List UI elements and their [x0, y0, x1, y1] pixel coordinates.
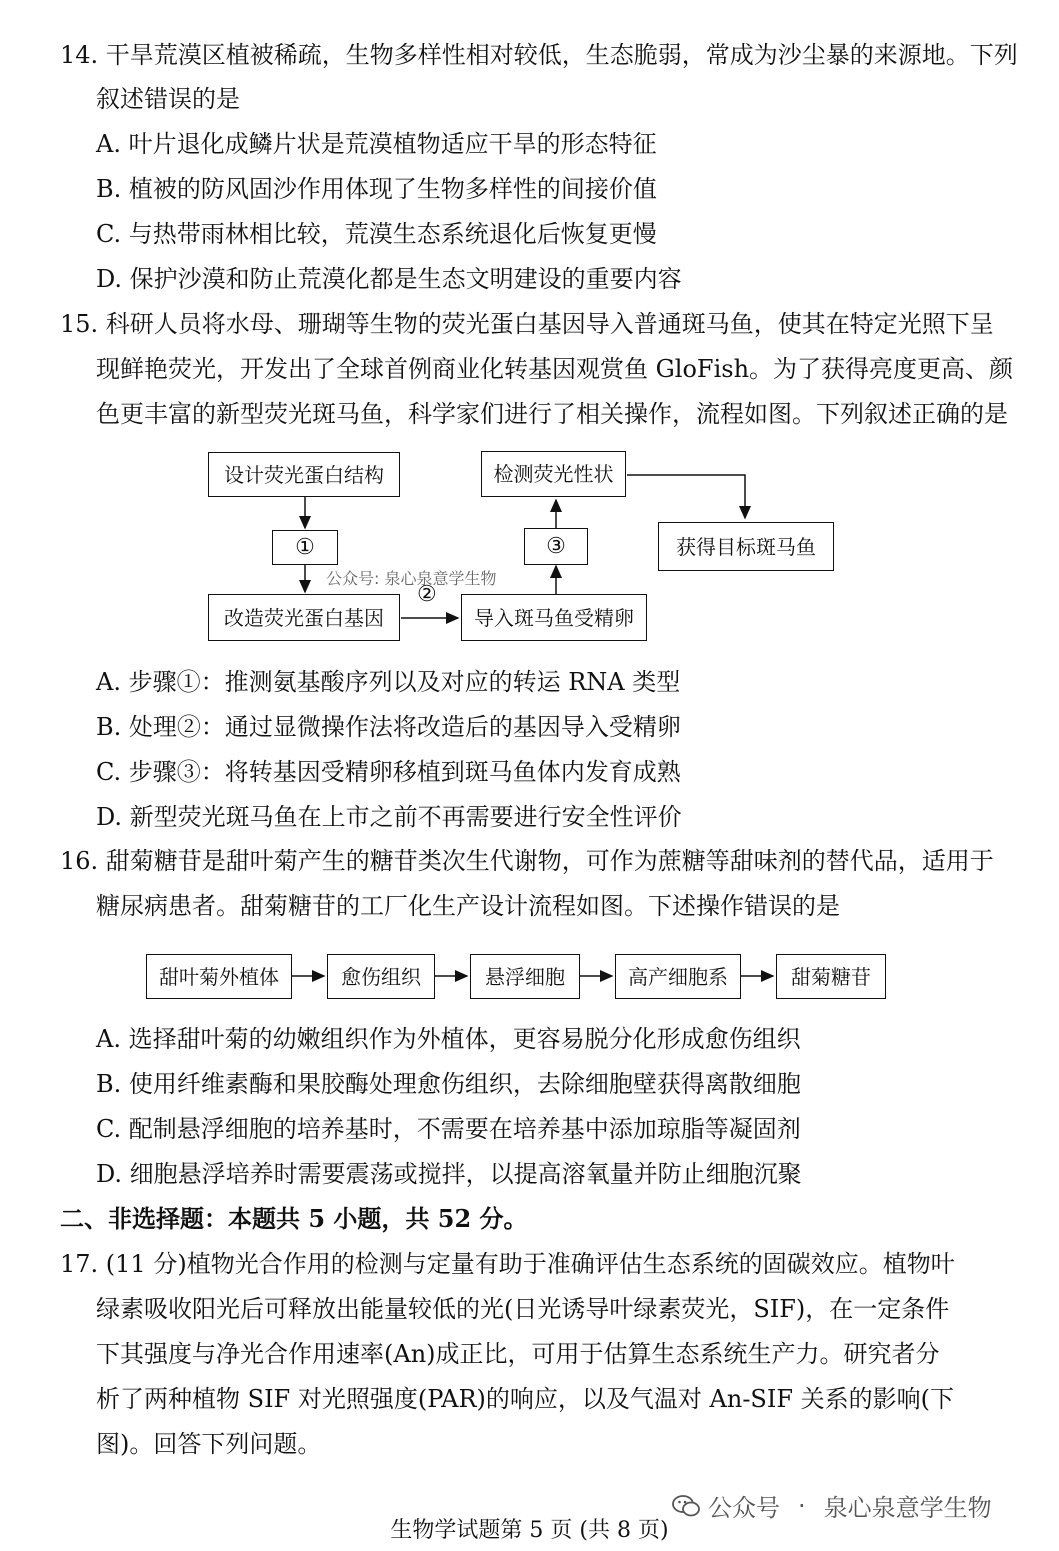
q15-stem-line-1: 15. 科研人员将水母、珊瑚等生物的荧光蛋白基因导入普通斑马鱼，使其在特定光照下呈	[60, 310, 994, 338]
diagram-box-detect: 检测荧光性状	[481, 451, 626, 497]
q15-stem-line-2: 现鲜艳荧光，开发出了全球首例商业化转基因观赏鱼 GloFish。为了获得亮度更高、颜	[96, 355, 1014, 383]
brand-separator: ·	[798, 1491, 806, 1520]
diagram-box-step3: ③	[524, 528, 588, 565]
diagram-box-step1: ①	[272, 530, 338, 565]
section-2-heading: 二、非选择题：本题共 5 小题，共 52 分。	[60, 1204, 528, 1233]
q14-option-c: C. 与热带雨林相比较，荒漠生态系统退化后恢复更慢	[96, 220, 657, 248]
flow-box-suspension: 悬浮细胞	[470, 954, 580, 999]
brand-name: 泉心泉意学生物	[823, 1494, 992, 1522]
page-footer: 生物学试题第 5 页 (共 8 页)	[390, 1518, 669, 1543]
q16-option-d: D. 细胞悬浮培养时需要震荡或搅拌，以提高溶氧量并防止细胞沉聚	[96, 1160, 802, 1188]
brand-account-label: 公众号	[708, 1494, 780, 1522]
diagram-watermark: 公众号: 泉心泉意学生物	[326, 569, 497, 588]
flow-box-highyield: 高产细胞系	[615, 954, 741, 999]
q17-stem-line-4: 析了两种植物 SIF 对光照强度(PAR)的响应，以及气温对 An-SIF 关系的影响(下	[96, 1385, 954, 1413]
q16-option-c: C. 配制悬浮细胞的培养基时，不需要在培养基中添加琼脂等凝固剂	[96, 1115, 801, 1143]
q15-option-b: B. 处理②：通过显微操作法将改造后的基因导入受精卵	[96, 713, 681, 741]
diagram-box-inject: 导入斑马鱼受精卵	[461, 594, 647, 641]
q14-option-a: A. 叶片退化成鳞片状是荒漠植物适应干旱的形态特征	[96, 130, 657, 158]
q16-option-b: B. 使用纤维素酶和果胶酶处理愈伤组织，去除细胞壁获得离散细胞	[96, 1070, 801, 1098]
q16-stem-line-1: 16. 甜菊糖苷是甜叶菊产生的糖苷类次生代谢物，可作为蔗糖等甜味剂的替代品，适用于	[60, 847, 994, 875]
q15-option-a: A. 步骤①：推测氨基酸序列以及对应的转运 RNA 类型	[96, 668, 681, 696]
q14-stem-line-1: 14. 干旱荒漠区植被稀疏，生物多样性相对较低，生态脆弱，常成为沙尘暴的来源地。下列	[60, 41, 1018, 69]
q16-option-a: A. 选择甜叶菊的幼嫩组织作为外植体，更容易脱分化形成愈伤组织	[96, 1025, 801, 1053]
flow-box-callus: 愈伤组织	[327, 954, 435, 999]
q17-stem-line-1: 17. (11 分)植物光合作用的检测与定量有助于准确评估生态系统的固碳效应。植物叶	[60, 1250, 955, 1278]
diagram-box-modify: 改造荧光蛋白基因	[208, 594, 400, 641]
flow-box-explant: 甜叶菊外植体	[146, 954, 292, 999]
q14-stem-line-2: 叙述错误的是	[96, 85, 240, 113]
q15-stem-line-3: 色更丰富的新型荧光斑马鱼，科学家们进行了相关操作，流程如图。下列叙述正确的是	[96, 400, 1008, 428]
q16-stem-line-2: 糖尿病患者。甜菊糖苷的工厂化生产设计流程如图。下述操作错误的是	[96, 892, 840, 920]
q17-stem-line-5: 图)。回答下列问题。	[96, 1430, 322, 1458]
q17-stem-line-3: 下其强度与净光合作用速率(An)成正比，可用于估算生态系统生产力。研究者分	[96, 1340, 940, 1368]
diagram-box-design: 设计荧光蛋白结构	[208, 452, 400, 497]
q15-option-d: D. 新型荧光斑马鱼在上市之前不再需要进行安全性评价	[96, 803, 682, 831]
flow-box-stevioside: 甜菊糖苷	[776, 954, 886, 999]
q14-option-b: B. 植被的防风固沙作用体现了生物多样性的间接价值	[96, 175, 657, 203]
q17-stem-line-2: 绿素吸收阳光后可释放出能量较低的光(日光诱导叶绿素荧光，SIF)，在一定条件	[96, 1295, 950, 1323]
diagram-step2-label: ②	[417, 582, 437, 607]
q15-option-c: C. 步骤③：将转基因受精卵移植到斑马鱼体内发育成熟	[96, 758, 681, 786]
q14-option-d: D. 保护沙漠和防止荒漠化都是生态文明建设的重要内容	[96, 265, 682, 293]
diagram-box-obtain: 获得目标斑马鱼	[658, 522, 834, 571]
